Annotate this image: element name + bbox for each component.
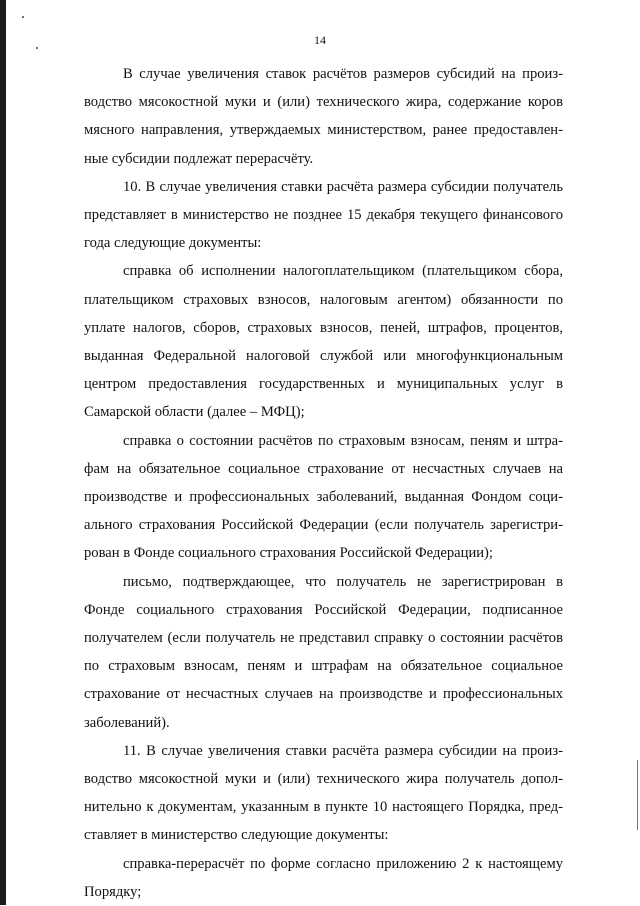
document-body	[84, 60, 563, 906]
paragraph-confirmation-letter: письмо, подтверждающее, что получатель не зарегистрирован в Фонде социального страхования Российской Федерации, подписанное получателем (если получатель не представил справку о состоянии расчётов по страховым взносам, пеням и штрафам на обязательное социальное страхование от несчастных случаев на производстве и профессиональных заболеваний).	[84, 573, 563, 731]
paragraph-recalculation-form: справка-перерасчёт по форме согласно приложению 2 к настоящему Порядку;	[84, 855, 563, 900]
scan-speck	[36, 47, 38, 49]
paragraph-item-10: 10. В случае увеличения ставки расчёта размера субсидии получатель представляет в министерство не позднее 15 декабря текущего финансового года следующие документы:	[84, 178, 563, 252]
paragraph-insurance-certificate: справка о состоянии расчётов по страховым взносам, пеням и штрафам на обязательное социальное страхование от несчастных случаев на производстве и профессиональных заболеваний, выданная Фондом социального страхования Российской Федерации (если получатель зарегистрирован в Фонде социального страхования Российской Федерации);	[84, 432, 563, 562]
scan-right-mark	[637, 760, 638, 830]
page-number: 14	[314, 33, 326, 47]
paragraph-tax-certificate: справка об исполнении налогоплательщиком (плательщиком сбора, плательщиком страховых взносов, налоговым агентом) обязанности по уплате налогов, сборов, страховых взносов, пеней, штрафов, процентов, выданная Федеральной налоговой службой или многофункциональным центром предоставления государственных и муниципальных услуг в Самарской области (далее – МФЦ);	[84, 263, 563, 421]
scan-left-edge	[0, 0, 6, 905]
scan-speck	[22, 16, 24, 18]
paragraph-item-11: 11. В случае увеличения ставки расчёта размера субсидии на производство мясокостной муки и (или) технического жира получатель дополнительно к документам, указанным в пункте 10 настоящего Порядка, представляет в министерство следующие документы:	[84, 742, 563, 844]
paragraph-recalculation-notice: В случае увеличения ставок расчётов размеров субсидий на производство мясокостной муки и (или) технического жира, содержание коров мясного направления, утверждаемых министерством, ранее предоставленные субсидии подлежат перерасчёту.	[84, 66, 563, 167]
